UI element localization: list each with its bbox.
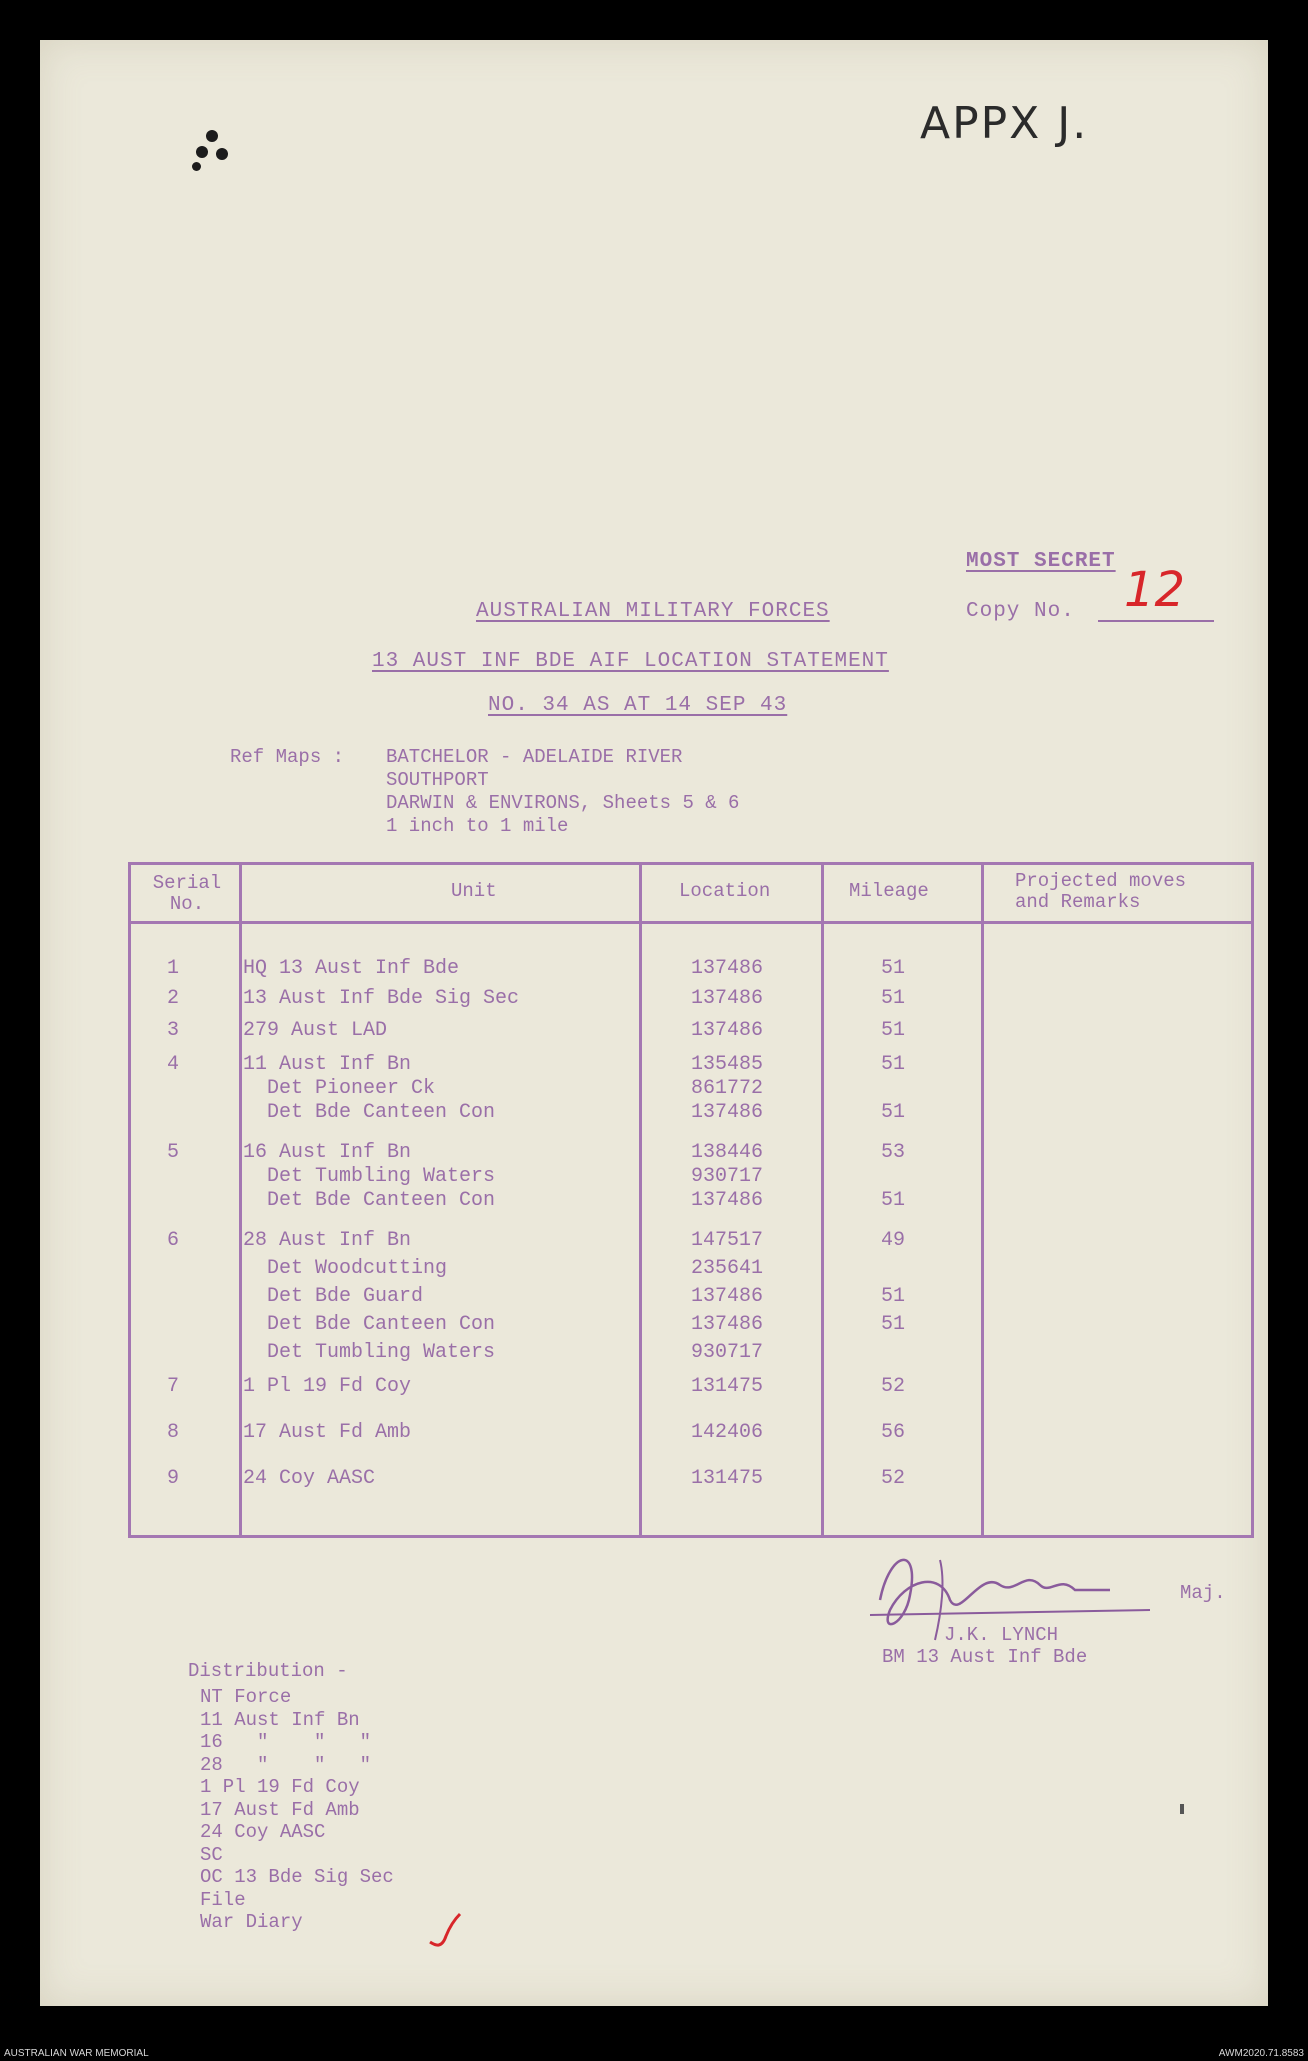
signatory-name: J.K. LYNCH [944, 1624, 1059, 1646]
organisation-title: AUSTRALIAN MILITARY FORCES [476, 600, 830, 623]
row-serial: 5 [167, 1141, 180, 1164]
header-serial-line: No. [169, 893, 205, 915]
location-table [128, 862, 1254, 1538]
footer-right: AWM2020.71.8583 [1218, 2048, 1304, 2059]
row-unit: 28 Aust Inf Bn [243, 1229, 412, 1252]
ref-maps-label: Ref Maps : [230, 746, 345, 768]
distribution-item: File [200, 1888, 246, 1911]
row-unit: 17 Aust Fd Amb [243, 1421, 412, 1444]
distribution-item: SC [200, 1843, 223, 1866]
distribution-item: War Diary [200, 1911, 303, 1933]
distribution-item: 28 " " " [200, 1753, 372, 1776]
row-location: 137486 [691, 1189, 764, 1212]
header-remarks-line: Projected moves [1015, 870, 1187, 892]
row-location: 930717 [691, 1165, 764, 1188]
classification: MOST SECRET [966, 550, 1116, 573]
header-unit: Unit [451, 880, 497, 902]
punch-holes-icon [188, 130, 248, 180]
distribution-item: 24 Coy AASC [200, 1821, 326, 1843]
ref-map-line: SOUTHPORT [386, 769, 489, 791]
row-location: 137486 [691, 957, 764, 980]
row-serial: 7 [167, 1375, 180, 1398]
row-location: 235641 [691, 1257, 764, 1280]
distribution-title: Distribution - [188, 1660, 348, 1682]
row-unit: HQ 13 Aust Inf Bde [243, 957, 460, 980]
row-unit: 16 Aust Inf Bn [243, 1141, 412, 1164]
header-divider [131, 921, 1251, 924]
row-unit: 1 Pl 19 Fd Coy [243, 1375, 412, 1398]
header-location: Location [679, 880, 771, 902]
row-unit: Det Tumbling Waters [267, 1341, 496, 1364]
row-location: 131475 [691, 1467, 764, 1490]
document-page [40, 40, 1268, 2006]
row-unit: Det Bde Guard [267, 1285, 424, 1308]
stray-mark-icon [1180, 1804, 1184, 1814]
row-location: 142406 [691, 1421, 764, 1444]
ref-map-line: 1 inch to 1 mile [386, 815, 569, 837]
copy-number-underline [1098, 620, 1214, 622]
row-unit: Det Bde Canteen Con [267, 1101, 496, 1124]
row-unit: Det Tumbling Waters [267, 1165, 496, 1188]
distribution-item: 1 Pl 19 Fd Coy [200, 1776, 360, 1798]
row-unit: 13 Aust Inf Bde Sig Sec [243, 987, 520, 1010]
row-location: 135485 [691, 1053, 764, 1076]
row-mileage: 56 [881, 1421, 906, 1444]
row-location: 861772 [691, 1077, 764, 1100]
column-divider [821, 865, 824, 1535]
row-location: 131475 [691, 1375, 764, 1398]
row-location: 137486 [691, 1101, 764, 1124]
row-mileage: 51 [881, 1189, 906, 1212]
row-unit: 24 Coy AASC [243, 1467, 376, 1490]
tick-mark-icon [428, 1912, 464, 1952]
distribution-item: OC 13 Bde Sig Sec [200, 1866, 394, 1888]
signature-rank: Maj. [1180, 1582, 1226, 1604]
statement-number: NO. 34 AS AT 14 SEP 43 [488, 694, 788, 717]
row-mileage: 52 [881, 1467, 906, 1490]
row-location: 137486 [691, 1285, 764, 1308]
row-location: 147517 [691, 1229, 764, 1252]
row-location: 137486 [691, 1313, 764, 1336]
row-mileage: 49 [881, 1229, 906, 1252]
copy-label: Copy No. [966, 600, 1075, 623]
header-serial-line: Serial [152, 872, 222, 894]
row-serial: 6 [167, 1229, 180, 1252]
row-serial: 4 [167, 1053, 180, 1076]
row-mileage: 51 [881, 1313, 906, 1336]
row-mileage: 51 [881, 957, 906, 980]
header-remarks [1015, 871, 1186, 913]
distribution-list [200, 1686, 394, 1934]
row-location: 138446 [691, 1141, 764, 1164]
row-location: 930717 [691, 1341, 764, 1364]
row-mileage: 51 [881, 1101, 906, 1124]
row-unit: Det Bde Canteen Con [267, 1189, 496, 1212]
row-mileage: 53 [881, 1141, 906, 1164]
distribution-item: 11 Aust Inf Bn [200, 1708, 360, 1731]
row-unit: Det Bde Canteen Con [267, 1313, 496, 1336]
row-unit: Det Pioneer Ck [267, 1077, 436, 1100]
row-mileage: 51 [881, 1019, 906, 1042]
copy-number: 12 [1124, 562, 1186, 618]
header-mileage: Mileage [849, 880, 929, 902]
distribution-item: 17 Aust Fd Amb [200, 1798, 360, 1821]
row-serial: 8 [167, 1421, 180, 1444]
appendix-label: APPX J. [920, 98, 1089, 149]
ref-map-line: DARWIN & ENVIRONS, Sheets 5 & 6 [386, 792, 740, 814]
distribution-item: NT Force [200, 1686, 292, 1708]
row-mileage: 51 [881, 1285, 906, 1308]
row-location: 137486 [691, 987, 764, 1010]
signatory-appointment: BM 13 Aust Inf Bde [882, 1646, 1088, 1668]
row-serial: 9 [167, 1467, 180, 1490]
row-serial: 1 [167, 957, 180, 980]
header-remarks-line: and Remarks [1015, 891, 1141, 913]
header-serial [145, 873, 229, 915]
ref-map-line: BATCHELOR - ADELAIDE RIVER [386, 746, 683, 768]
row-serial: 2 [167, 987, 180, 1010]
row-unit: Det Woodcutting [267, 1257, 448, 1280]
distribution-item: 16 " " " [200, 1731, 372, 1753]
column-divider [639, 865, 642, 1535]
ref-maps-list [386, 746, 739, 838]
column-divider [981, 865, 984, 1535]
row-mileage: 51 [881, 1053, 906, 1076]
column-divider [239, 865, 242, 1535]
row-unit: 279 Aust LAD [243, 1019, 388, 1042]
row-location: 137486 [691, 1019, 764, 1042]
row-mileage: 51 [881, 987, 906, 1010]
row-mileage: 52 [881, 1375, 906, 1398]
statement-title: 13 AUST INF BDE AIF LOCATION STATEMENT [372, 650, 889, 673]
row-serial: 3 [167, 1019, 180, 1042]
footer-left: AUSTRALIAN WAR MEMORIAL [4, 2048, 149, 2059]
row-unit: 11 Aust Inf Bn [243, 1053, 412, 1076]
